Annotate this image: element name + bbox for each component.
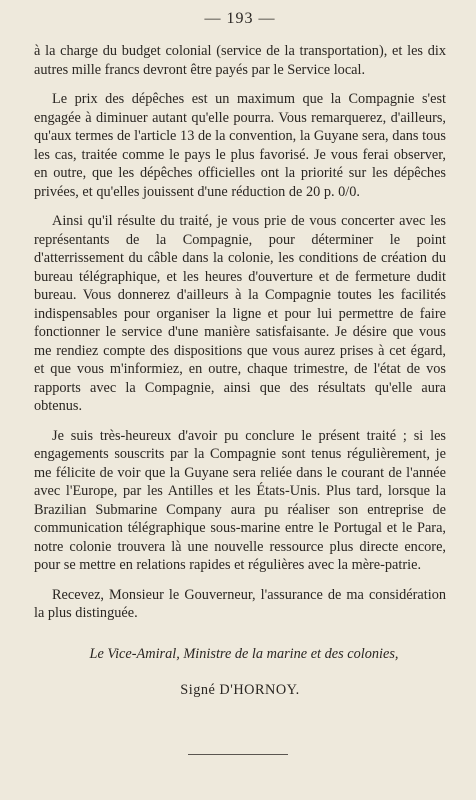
page-number: — 193 —	[204, 10, 276, 27]
paragraph-gap	[34, 79, 446, 90]
paragraph-closing-salutation: Recevez, Monsieur le Gouverneur, l'assurance de ma considération la plus distinguée.	[34, 586, 446, 621]
paragraph-conclusion: Je suis très-heureux d'avoir pu conclure le présent traité ; si les engagements souscrits par la Compagnie sont tenus régulièrement, je me félicite de voir que la Guyane sera reliée dans le courant de l'année avec l'Europe, par les Antilles et les États-Unis. Plus tard, lorsque la Brazilian Submarine Company aura pu réaliser son entreprise de communication télégraphique sous-marine entre le Portugal et le Para, notre colonie trouvera là une nouvelle ressource plus directe encore, pour se mettre en relations rapides et régulières avec la mère-patrie.	[34, 427, 446, 573]
paragraph-dispatch-price: Le prix des dépêches est un maximum que la Compagnie s'est engagée à diminuer autant qu'elle pourra. Vous remarquerez, d'ailleurs, qu'aux termes de l'article 13 de la convention, la Guyane sera, dans tous les cas, traitée comme le pays le plus favorisé. Je vous ferai observer, en outre, que les dépêches officielles ont la priorité sur les dépêches privées, et qu'elles jouissent d'une réduction de 20 p. 0/0.	[34, 91, 446, 200]
signed-name: Signé D'HORNOY.	[180, 682, 300, 698]
paragraph-gap	[34, 201, 446, 212]
closing-rule	[188, 754, 288, 755]
paragraph-gap	[34, 416, 446, 427]
paragraph-treaty-instructions: Ainsi qu'il résulte du traité, je vous prie de vous concerter avec les représentants de la Compagnie, pour déterminer le point d'atterrissement du câble dans la colonie, les conditions de création du bureau télégraphique, et les heures d'ouverture et de fermeture dudit bureau. Vous donnerez d'ailleurs à la Compagnie toutes les facilités indispensables pour organiser la ligne et pour lui permettre de faire fonctionner le service d'une manière satisfaisante. Je désire que vous me rendiez compte des dispositions que vous aurez prises à cet égard, et que vous m'informiez, en outre, chaque trimestre, de l'état de vos rapports avec la Compagnie, ainsi que des résultats qu'elle aura obtenus.	[34, 213, 446, 414]
paragraph-gap	[34, 575, 446, 586]
paragraph-budget: à la charge du budget colonial (service de la transportation), et les dix autres mille francs devront être payés par le Service local.	[34, 43, 446, 78]
signature-title: Le Vice-Amiral, Ministre de la marine et des colonies,	[89, 645, 399, 662]
